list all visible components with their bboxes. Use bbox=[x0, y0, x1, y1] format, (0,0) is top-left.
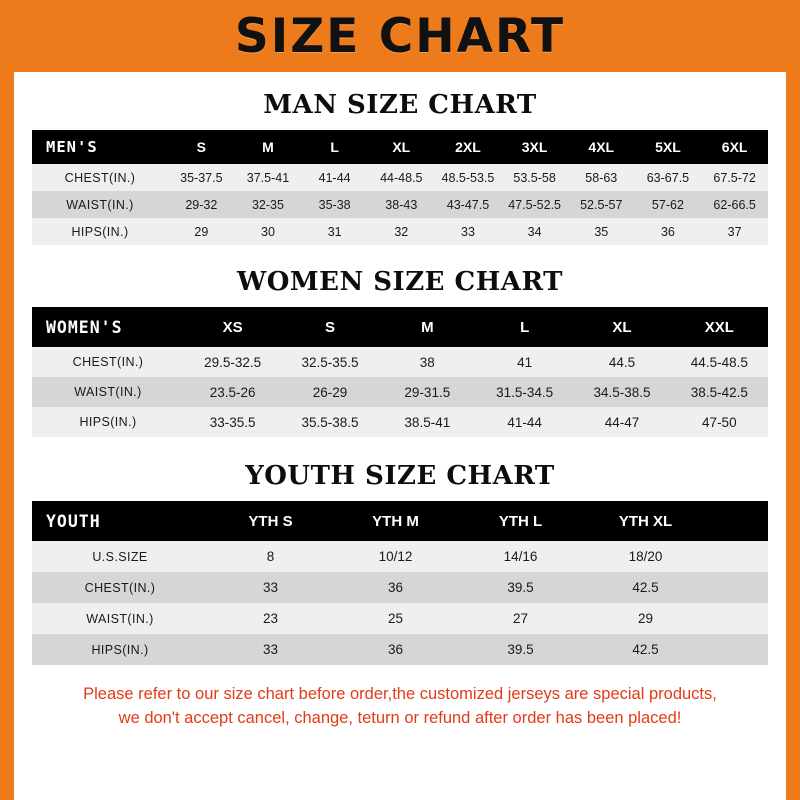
cell: 27 bbox=[458, 603, 583, 634]
cell: 67.5-72 bbox=[701, 164, 768, 191]
men-header-9: 6XL bbox=[701, 130, 768, 164]
cell: 26-29 bbox=[281, 377, 378, 407]
men-header-4: XL bbox=[368, 130, 435, 164]
youth-section-title: YOUTH SIZE CHART bbox=[245, 461, 555, 491]
cell-spacer bbox=[708, 541, 768, 572]
cell: 35-38 bbox=[301, 191, 368, 218]
cell: 34.5-38.5 bbox=[573, 377, 670, 407]
row-label: U.S.SIZE bbox=[32, 541, 208, 572]
men-header-8: 5XL bbox=[635, 130, 702, 164]
cell: 29 bbox=[583, 603, 708, 634]
row-label: CHEST(IN.) bbox=[32, 572, 208, 603]
cell: 25 bbox=[333, 603, 458, 634]
cell: 30 bbox=[235, 218, 302, 245]
cell: 37.5-41 bbox=[235, 164, 302, 191]
table-header-row bbox=[32, 130, 768, 164]
table-row bbox=[32, 164, 768, 191]
youth-header-0: YOUTH bbox=[32, 501, 208, 541]
cell: 47-50 bbox=[671, 407, 768, 437]
table-row bbox=[32, 572, 768, 603]
notice-line-1: Please refer to our size chart before order,the customized jerseys are special products, bbox=[83, 685, 717, 703]
table-row bbox=[32, 634, 768, 665]
cell: 18/20 bbox=[583, 541, 708, 572]
cell: 38.5-42.5 bbox=[671, 377, 768, 407]
cell: 39.5 bbox=[458, 634, 583, 665]
table-header-row bbox=[32, 307, 768, 347]
men-header-6: 3XL bbox=[501, 130, 568, 164]
cell: 35 bbox=[568, 218, 635, 245]
cell: 63-67.5 bbox=[635, 164, 702, 191]
table-row bbox=[32, 603, 768, 634]
men-header-7: 4XL bbox=[568, 130, 635, 164]
women-header-1: XS bbox=[184, 307, 281, 347]
women-header-4: L bbox=[476, 307, 573, 347]
table-header-row bbox=[32, 501, 768, 541]
cell: 43-47.5 bbox=[435, 191, 502, 218]
men-header-1: S bbox=[168, 130, 235, 164]
cell: 57-62 bbox=[635, 191, 702, 218]
cell: 36 bbox=[333, 572, 458, 603]
cell: 58-63 bbox=[568, 164, 635, 191]
cell: 14/16 bbox=[458, 541, 583, 572]
row-label: WAIST(IN.) bbox=[32, 603, 208, 634]
cell: 37 bbox=[701, 218, 768, 245]
youth-header-1: YTH S bbox=[208, 501, 333, 541]
row-label: HIPS(IN.) bbox=[32, 218, 168, 245]
women-header-2: S bbox=[281, 307, 378, 347]
cell: 41-44 bbox=[301, 164, 368, 191]
cell: 32-35 bbox=[235, 191, 302, 218]
men-header-3: L bbox=[301, 130, 368, 164]
cell: 44-48.5 bbox=[368, 164, 435, 191]
row-label: WAIST(IN.) bbox=[32, 191, 168, 218]
row-label: HIPS(IN.) bbox=[32, 634, 208, 665]
table-row bbox=[32, 218, 768, 245]
cell: 38-43 bbox=[368, 191, 435, 218]
table-row bbox=[32, 541, 768, 572]
cell: 42.5 bbox=[583, 572, 708, 603]
cell: 62-66.5 bbox=[701, 191, 768, 218]
table-row bbox=[32, 407, 768, 437]
order-notice bbox=[22, 683, 778, 731]
cell: 35-37.5 bbox=[168, 164, 235, 191]
notice-line-2: we don't accept cancel, change, teturn or refund after order has been placed! bbox=[118, 708, 682, 727]
cell: 38 bbox=[379, 347, 476, 377]
cell: 53.5-58 bbox=[501, 164, 568, 191]
men-size-table bbox=[32, 130, 768, 245]
cell: 32 bbox=[368, 218, 435, 245]
youth-header-spacer bbox=[708, 501, 768, 541]
row-label: CHEST(IN.) bbox=[32, 347, 184, 377]
cell: 39.5 bbox=[458, 572, 583, 603]
cell: 44.5 bbox=[573, 347, 670, 377]
men-header-0: MEN'S bbox=[32, 130, 168, 164]
women-header-0: WOMEN'S bbox=[32, 307, 184, 347]
cell: 48.5-53.5 bbox=[435, 164, 502, 191]
cell: 29.5-32.5 bbox=[184, 347, 281, 377]
youth-header-2: YTH M bbox=[333, 501, 458, 541]
cell: 33 bbox=[208, 634, 333, 665]
women-size-table bbox=[32, 307, 768, 437]
page-banner bbox=[0, 0, 800, 72]
cell-spacer bbox=[708, 603, 768, 634]
cell-spacer bbox=[708, 572, 768, 603]
cell: 29 bbox=[168, 218, 235, 245]
cell: 52.5-57 bbox=[568, 191, 635, 218]
cell: 8 bbox=[208, 541, 333, 572]
cell: 47.5-52.5 bbox=[501, 191, 568, 218]
cell: 32.5-35.5 bbox=[281, 347, 378, 377]
page-title: SIZE CHART bbox=[234, 8, 566, 64]
cell: 10/12 bbox=[333, 541, 458, 572]
cell: 36 bbox=[333, 634, 458, 665]
cell: 38.5-41 bbox=[379, 407, 476, 437]
women-header-5: XL bbox=[573, 307, 670, 347]
cell: 41 bbox=[476, 347, 573, 377]
cell: 42.5 bbox=[583, 634, 708, 665]
cell: 34 bbox=[501, 218, 568, 245]
cell-spacer bbox=[708, 634, 768, 665]
cell: 33-35.5 bbox=[184, 407, 281, 437]
table-row bbox=[32, 377, 768, 407]
women-section-title: WOMEN SIZE CHART bbox=[237, 267, 563, 297]
women-header-6: XXL bbox=[671, 307, 768, 347]
cell: 44-47 bbox=[573, 407, 670, 437]
cell: 31 bbox=[301, 218, 368, 245]
cell: 33 bbox=[208, 572, 333, 603]
cell: 29-31.5 bbox=[379, 377, 476, 407]
youth-header-4: YTH XL bbox=[583, 501, 708, 541]
row-label: CHEST(IN.) bbox=[32, 164, 168, 191]
men-header-2: M bbox=[235, 130, 302, 164]
row-label: HIPS(IN.) bbox=[32, 407, 184, 437]
table-row bbox=[32, 191, 768, 218]
cell: 44.5-48.5 bbox=[671, 347, 768, 377]
table-row bbox=[32, 347, 768, 377]
cell: 33 bbox=[435, 218, 502, 245]
men-section-title: MAN SIZE CHART bbox=[263, 90, 537, 120]
row-label: WAIST(IN.) bbox=[32, 377, 184, 407]
women-header-3: M bbox=[379, 307, 476, 347]
cell: 29-32 bbox=[168, 191, 235, 218]
cell: 36 bbox=[635, 218, 702, 245]
men-header-5: 2XL bbox=[435, 130, 502, 164]
youth-size-table bbox=[32, 501, 768, 665]
cell: 35.5-38.5 bbox=[281, 407, 378, 437]
cell: 31.5-34.5 bbox=[476, 377, 573, 407]
cell: 23 bbox=[208, 603, 333, 634]
youth-header-3: YTH L bbox=[458, 501, 583, 541]
cell: 23.5-26 bbox=[184, 377, 281, 407]
cell: 41-44 bbox=[476, 407, 573, 437]
